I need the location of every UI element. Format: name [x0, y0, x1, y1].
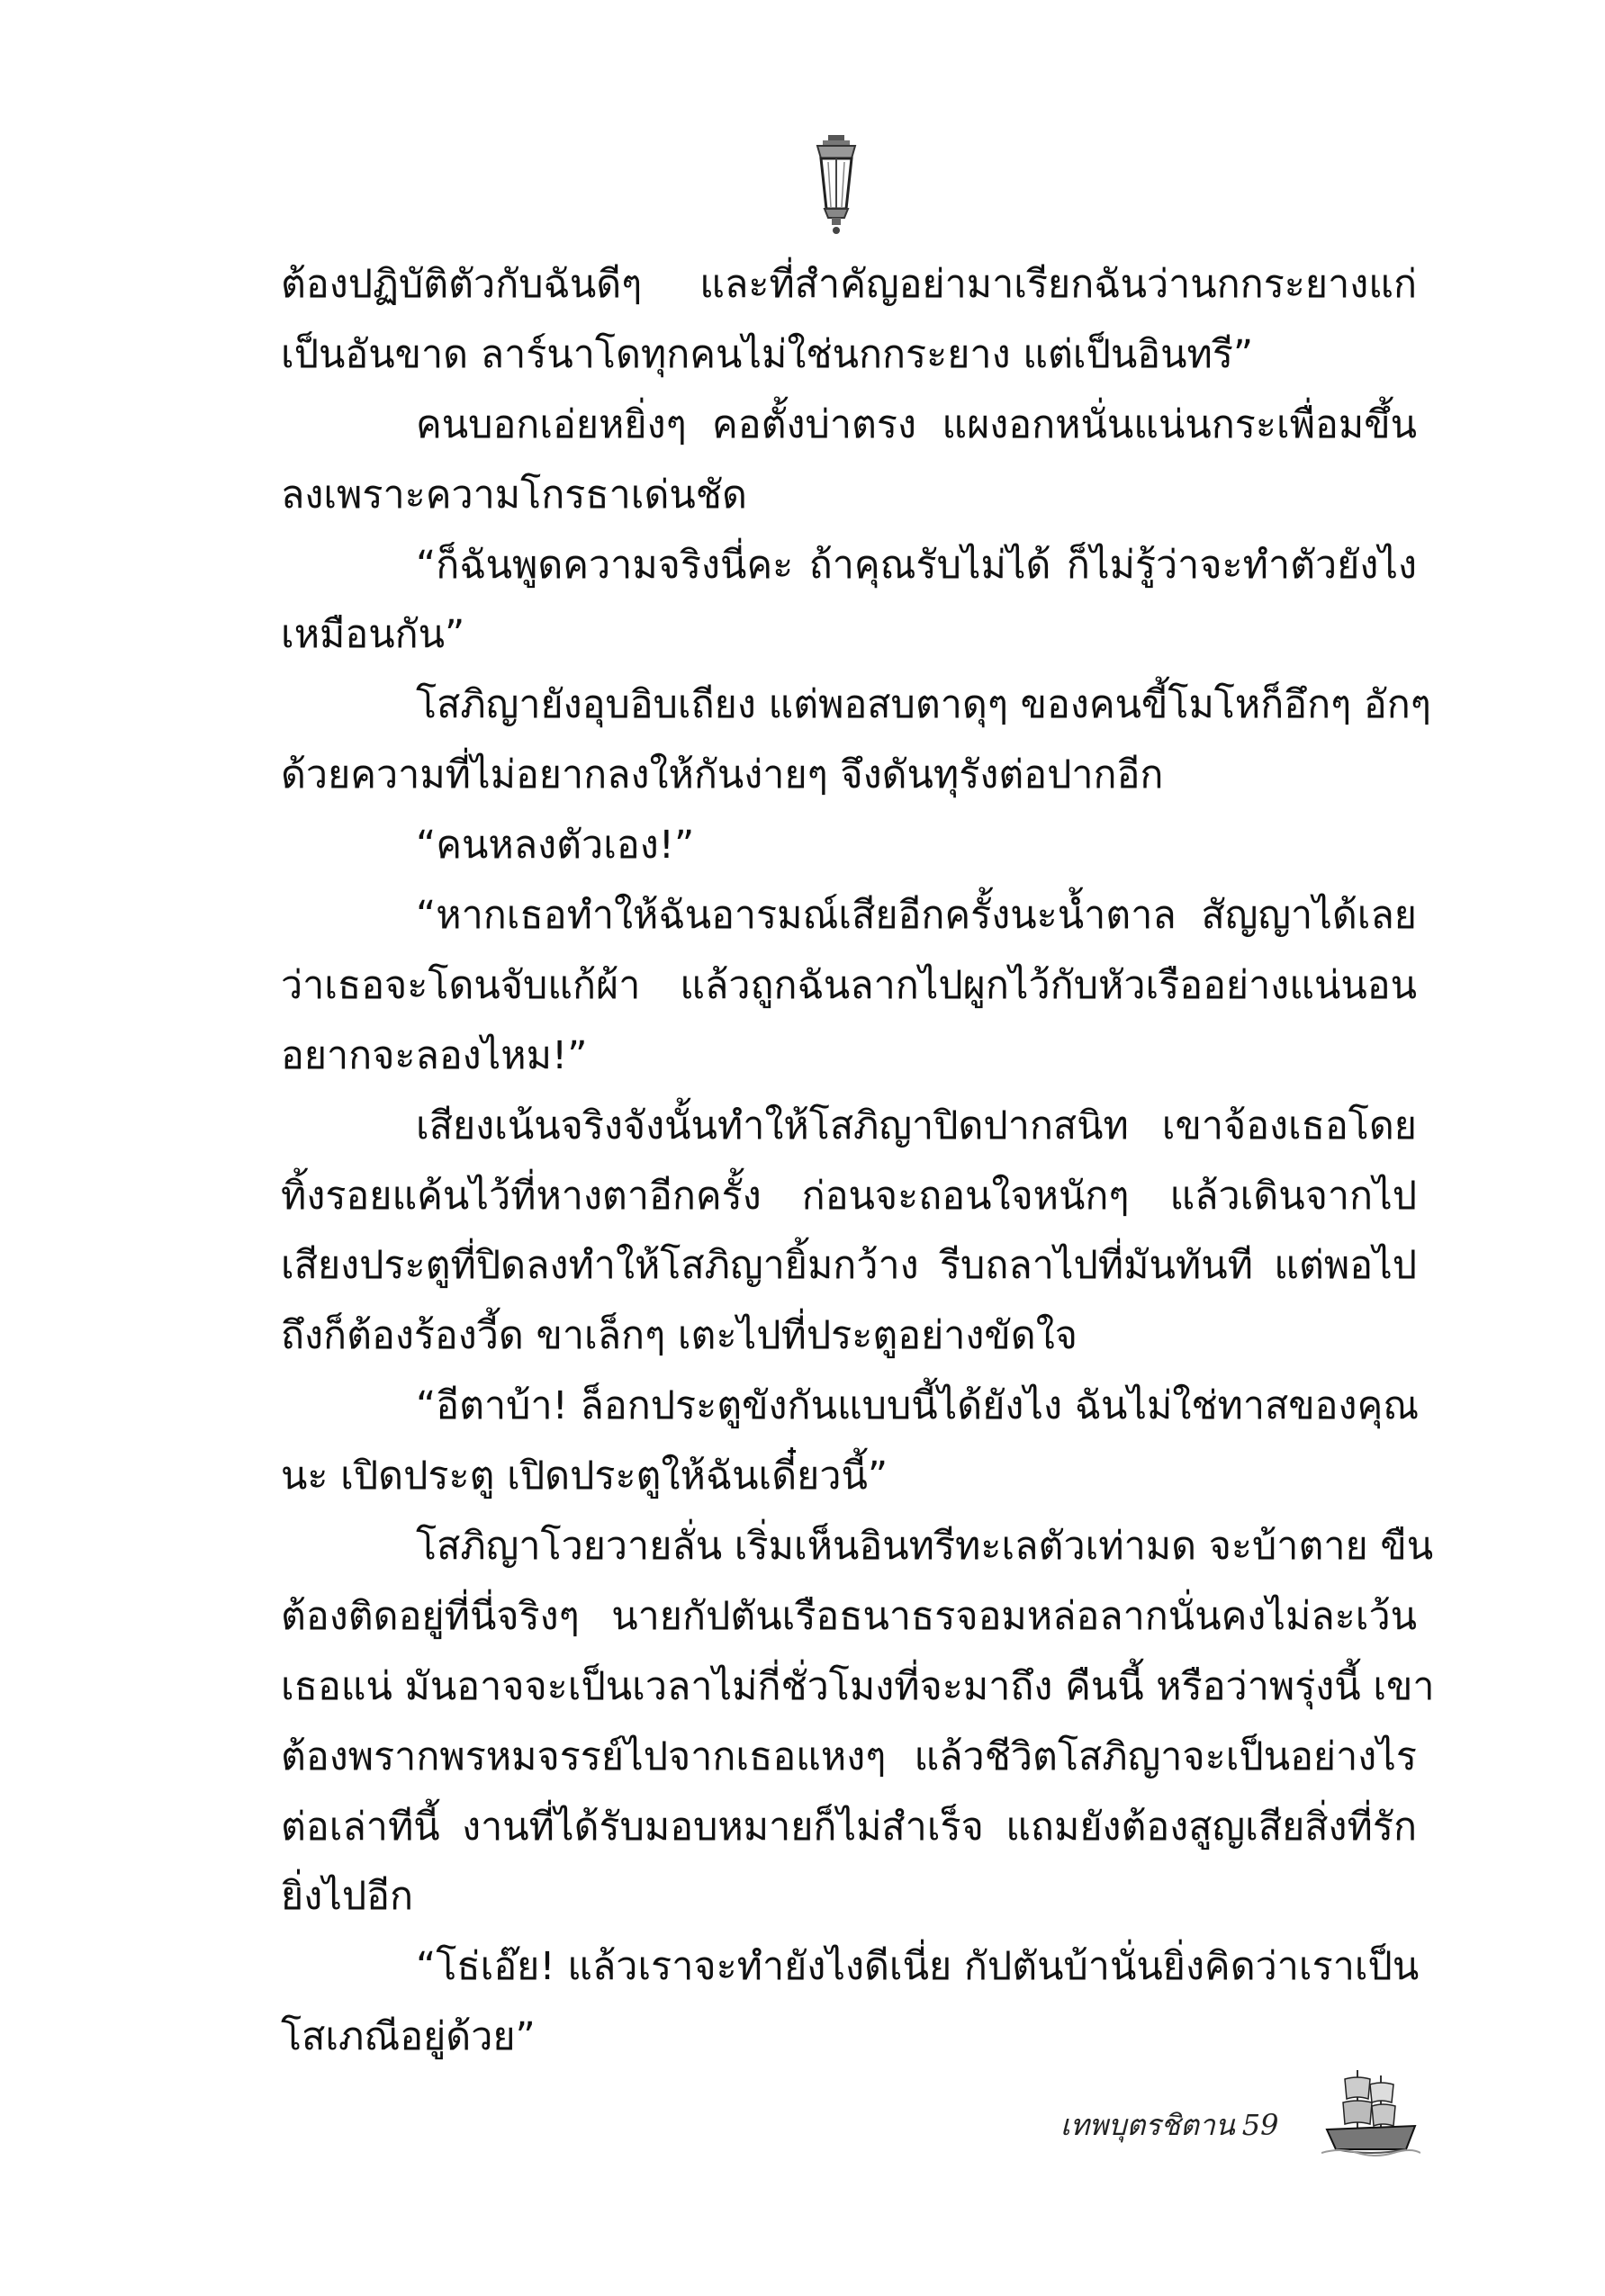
book-title: เทพบุตรชิตาน	[1060, 2108, 1235, 2142]
text-line: ทิ้งรอยแค้นไว้ที่หางตาอีกครั้ง ก่อนจะถอนใจหนักๆ แล้วเดินจากไป	[281, 1173, 1417, 1219]
text-line: “โธ่เอ๊ย! แล้วเราจะทำยังไงดีเนี่ย กัปตันบ้านั่นยิ่งคิดว่าเราเป็น	[416, 1944, 1420, 1990]
footer	[1060, 2063, 1420, 2162]
lantern-icon	[810, 135, 862, 236]
text-line: นะ เปิดประตู เปิดประตูให้ฉันเดี๋ยวนี้”	[281, 1454, 888, 1499]
text-line: เสียงเน้นจริงจังนั้นทำให้โสภิญาปิดปากสนิท เขาจ้องเธอโดย	[416, 1103, 1417, 1148]
text-line: โสภิญายังอุบอิบเถียง แต่พอสบตาดุๆ ของคนขี้โมโหก็อึกๆ อักๆ	[416, 682, 1431, 728]
text-line: “หากเธอทำให้ฉันอารมณ์เสียอีกครั้งนะน้ำตาล สัญญาได้เลย	[416, 893, 1417, 939]
text-line: ว่าเธอจะโดนจับแก้ผ้า แล้วถูกฉันลากไปผูกไว้กับหัวเรืออย่างแน่นอน	[281, 962, 1417, 1008]
text-line: โสภิญาโวยวายลั่น เริ่มเห็นอินทรีทะเลตัวเท่ามด จะบ้าตาย ขืน	[416, 1524, 1434, 1570]
body-text	[281, 250, 1435, 2073]
text-line: ลงเพราะความโกรธาเด่นชัด	[281, 472, 747, 518]
text-line: “ก็ฉันพูดความจริงนี่คะ ถ้าคุณรับไม่ได้ ก็ไม่รู้ว่าจะทำตัวยังไง	[416, 542, 1417, 588]
ship-icon	[1321, 2063, 1420, 2162]
text-line: ถึงก็ต้องร้องวี้ด ขาเล็กๆ เตะไปที่ประตูอย่างขัดใจ	[281, 1313, 1078, 1359]
text-line: ต้องติดอยู่ที่นี่จริงๆ นายกัปตันเรือธนาธรจอมหล่อลากนั่นคงไม่ละเว้น	[281, 1593, 1417, 1639]
running-footer	[1060, 2102, 1278, 2148]
text-line: เป็นอันขาด ลาร์นาโดทุกคนไม่ใช่นกกระยาง แต่เป็นอินทรี”	[281, 331, 1254, 377]
text-line: “อีตาบ้า! ล็อกประตูขังกันแบบนี้ได้ยังไง ฉันไม่ใช่ทาสของคุณ	[416, 1383, 1420, 1429]
text-line: เหมือนกัน”	[281, 612, 465, 658]
page-number: 59	[1241, 2108, 1279, 2142]
text-line: ต้องพรากพรหมจรรย์ไปจากเธอแหงๆ แล้วชีวิตโสภิญาจะเป็นอย่างไร	[281, 1733, 1417, 1779]
text-line: ยิ่งไปอีก	[281, 1874, 413, 1920]
text-line: ต่อเล่าทีนี้ งานที่ได้รับมอบหมายก็ไม่สำเร็จ แถมยังต้องสูญเสียสิ่งที่รัก	[281, 1804, 1417, 1850]
text-line: คนบอกเอ่ยหยิ่งๆ คอตั้งบ่าตรง แผงอกหนั่นแน่นกระเพื่อมขึ้น	[416, 401, 1417, 447]
text-line: ต้องปฏิบัติตัวกับฉันดีๆ และที่สำคัญอย่ามาเรียกฉันว่านกกระยางแก่	[281, 262, 1417, 307]
text-line: โสเภณีอยู่ด้วย”	[281, 2014, 536, 2060]
text-line: อยากจะลองไหม!”	[281, 1032, 588, 1078]
text-line: ด้วยความที่ไม่อยากลงให้กันง่ายๆ จึงดันทุรังต่อปากอีก	[281, 752, 1164, 798]
text-line: เสียงประตูที่ปิดลงทำให้โสภิญายิ้มกว้าง รีบถลาไปที่มันทันที แต่พอไป	[281, 1243, 1417, 1289]
text-line: “คนหลงตัวเอง!”	[416, 823, 695, 869]
text-line: เธอแน่ มันอาจจะเป็นเวลาไม่กี่ชั่วโมงที่จะมาถึง คืนนี้ หรือว่าพรุ่งนี้ เขา	[281, 1663, 1435, 1709]
